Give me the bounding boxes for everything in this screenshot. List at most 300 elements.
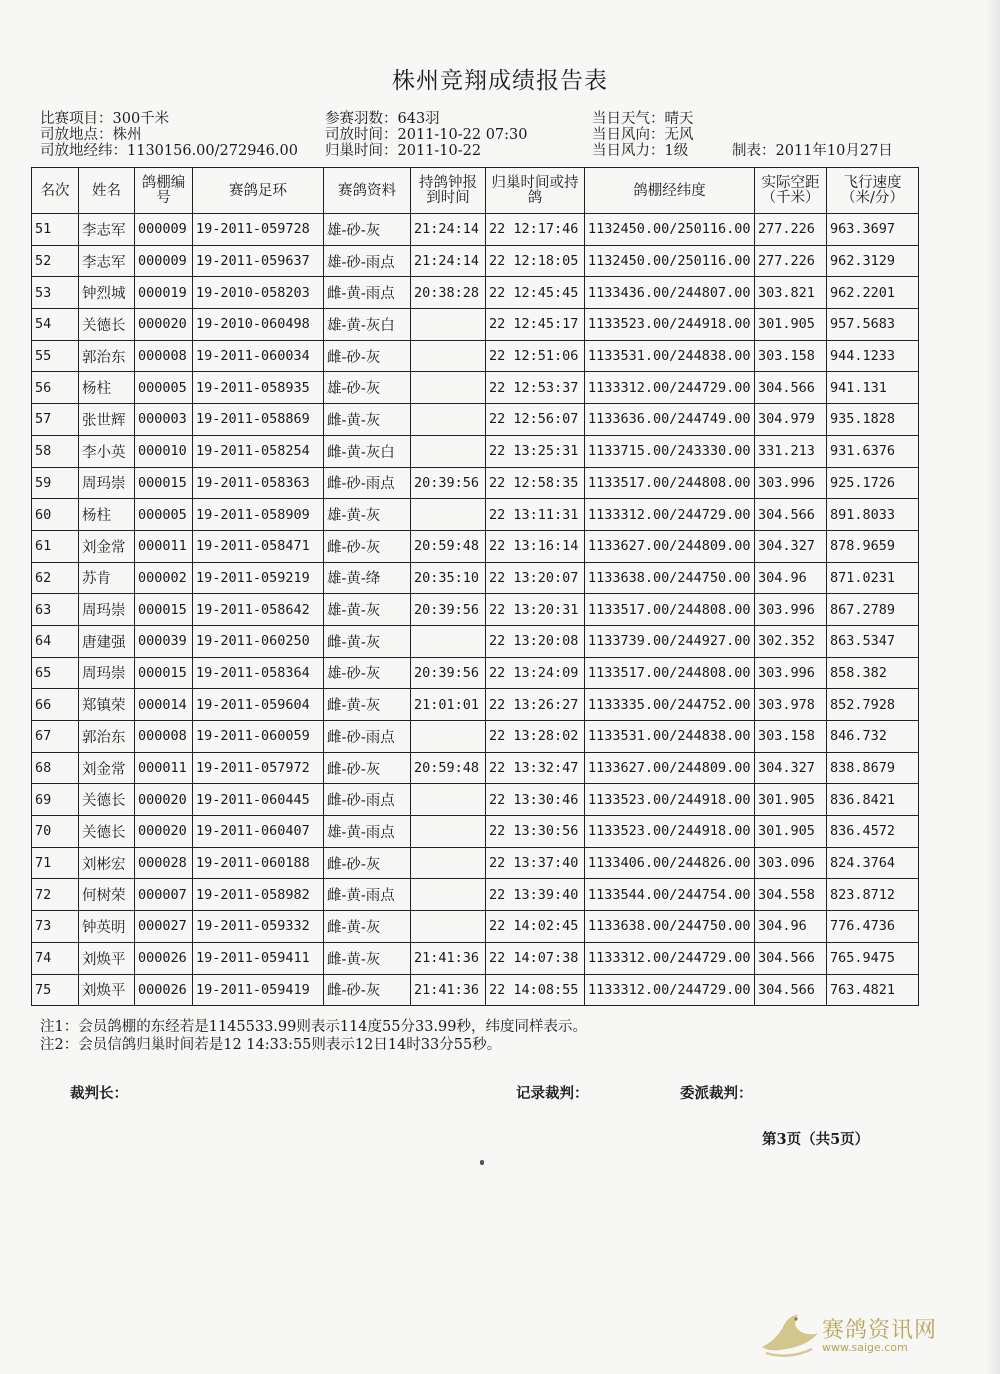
cell-return-time: 22 12:45:17 xyxy=(486,309,585,341)
cell-bird-info: 雌-黄-灰 xyxy=(324,689,411,721)
header-clock-time: 持鸽钟报到时间 xyxy=(411,168,486,214)
cell-loft-id: 000020 xyxy=(135,816,193,848)
cell-return-time: 22 13:20:31 xyxy=(486,594,585,626)
cell-clock-time: 20:39:56 xyxy=(411,467,486,499)
cell-loft-id: 000015 xyxy=(135,657,193,689)
cell-bird-info: 雌-砂-雨点 xyxy=(324,467,411,499)
table-row xyxy=(32,657,919,689)
cell-bird-info: 雌-黄-灰白 xyxy=(324,435,411,467)
cell-return-time: 22 13:11:31 xyxy=(486,499,585,531)
table-body xyxy=(32,214,919,1006)
cell-speed: 823.8712 xyxy=(827,879,919,911)
cell-ring: 19-2011-058909 xyxy=(193,499,324,531)
header-distance: 实际空距（千米） xyxy=(755,168,827,214)
cell-speed: 852.7928 xyxy=(827,689,919,721)
cell-name: 周玛崇 xyxy=(79,467,135,499)
cell-bird-info: 雌-砂-灰 xyxy=(324,340,411,372)
cell-loft-coords: 1133544.00/244754.00 xyxy=(585,879,755,911)
info-made-date: 制表：2011年10月27日 xyxy=(732,143,893,159)
cell-clock-time: 20:59:48 xyxy=(411,530,486,562)
cell-name: 刘彬宏 xyxy=(79,847,135,879)
cell-loft-id: 000007 xyxy=(135,879,193,911)
cell-loft-id: 000011 xyxy=(135,752,193,784)
cell-return-time: 22 12:58:35 xyxy=(486,467,585,499)
cell-distance: 303.996 xyxy=(755,594,827,626)
cell-rank: 73 xyxy=(32,911,79,943)
cell-name: 张世辉 xyxy=(79,404,135,436)
cell-return-time: 22 12:45:45 xyxy=(486,277,585,309)
cell-loft-coords: 1133312.00/244729.00 xyxy=(585,372,755,404)
cell-loft-id: 000008 xyxy=(135,340,193,372)
cell-speed: 867.2789 xyxy=(827,594,919,626)
cell-rank: 54 xyxy=(32,309,79,341)
cell-return-time: 22 14:07:38 xyxy=(486,942,585,974)
cell-loft-id: 000010 xyxy=(135,435,193,467)
cell-loft-id: 000027 xyxy=(135,911,193,943)
cell-rank: 52 xyxy=(32,245,79,277)
info-weather: 当日天气：晴天 xyxy=(592,111,694,127)
record-judge-label: 记录裁判： xyxy=(516,1085,589,1102)
cell-bird-info: 雌-砂-灰 xyxy=(324,847,411,879)
cell-name: 刘焕平 xyxy=(79,942,135,974)
cell-speed: 931.6376 xyxy=(827,435,919,467)
cell-speed: 962.3129 xyxy=(827,245,919,277)
cell-ring: 19-2011-058869 xyxy=(193,404,324,436)
cell-return-time: 22 12:56:07 xyxy=(486,404,585,436)
table-row xyxy=(32,847,919,879)
cell-loft-id: 000026 xyxy=(135,942,193,974)
cell-clock-time: 20:59:48 xyxy=(411,752,486,784)
chief-judge-label: 裁判长： xyxy=(70,1085,128,1102)
cell-loft-coords: 1133523.00/244918.00 xyxy=(585,309,755,341)
cell-clock-time xyxy=(411,816,486,848)
info-return-time: 归巢时间：2011-10-22 xyxy=(325,143,482,159)
cell-rank: 59 xyxy=(32,467,79,499)
table-row xyxy=(32,277,919,309)
cell-speed: 941.131 xyxy=(827,372,919,404)
cell-ring: 19-2010-060498 xyxy=(193,309,324,341)
cell-loft-id: 000026 xyxy=(135,974,193,1006)
cell-distance: 304.566 xyxy=(755,974,827,1006)
cell-loft-coords: 1133627.00/244809.00 xyxy=(585,752,755,784)
cell-name: 关德长 xyxy=(79,816,135,848)
cell-rank: 60 xyxy=(32,499,79,531)
cell-distance: 303.821 xyxy=(755,277,827,309)
cell-loft-id: 000014 xyxy=(135,689,193,721)
cell-clock-time: 20:35:10 xyxy=(411,562,486,594)
cell-name: 关德长 xyxy=(79,784,135,816)
cell-loft-coords: 1132450.00/250116.00 xyxy=(585,245,755,277)
cell-name: 郑镇荣 xyxy=(79,689,135,721)
cell-loft-coords: 1133523.00/244918.00 xyxy=(585,816,755,848)
header-name: 姓名 xyxy=(79,168,135,214)
cell-name: 刘焕平 xyxy=(79,974,135,1006)
table-row xyxy=(32,562,919,594)
cell-rank: 68 xyxy=(32,752,79,784)
cell-return-time: 22 12:17:46 xyxy=(486,214,585,246)
cell-distance: 301.905 xyxy=(755,816,827,848)
cell-loft-id: 000009 xyxy=(135,245,193,277)
cell-loft-coords: 1133436.00/244807.00 xyxy=(585,277,755,309)
cell-name: 杨柱 xyxy=(79,372,135,404)
cell-loft-id: 000005 xyxy=(135,372,193,404)
cell-rank: 75 xyxy=(32,974,79,1006)
cell-ring: 19-2011-058254 xyxy=(193,435,324,467)
info-release-coords: 司放地经纬：1130156.00/272946.00 xyxy=(40,143,298,159)
cell-bird-info: 雌-黄-灰 xyxy=(324,911,411,943)
cell-loft-id: 000019 xyxy=(135,277,193,309)
cell-loft-id: 000002 xyxy=(135,562,193,594)
cell-ring: 19-2011-058982 xyxy=(193,879,324,911)
cell-loft-coords: 1133638.00/244750.00 xyxy=(585,562,755,594)
cell-speed: 891.8033 xyxy=(827,499,919,531)
cell-clock-time xyxy=(411,372,486,404)
cell-bird-info: 雌-砂-灰 xyxy=(324,530,411,562)
table-row xyxy=(32,879,919,911)
cell-rank: 56 xyxy=(32,372,79,404)
table-row xyxy=(32,784,919,816)
cell-rank: 74 xyxy=(32,942,79,974)
cell-speed: 925.1726 xyxy=(827,467,919,499)
cell-speed: 846.732 xyxy=(827,721,919,753)
header-loft-id: 鸽棚编号 xyxy=(135,168,193,214)
table-row xyxy=(32,309,919,341)
cell-ring: 19-2011-060188 xyxy=(193,847,324,879)
table-row xyxy=(32,340,919,372)
cell-loft-id: 000020 xyxy=(135,784,193,816)
cell-loft-coords: 1133517.00/244808.00 xyxy=(585,594,755,626)
header-rank: 名次 xyxy=(32,168,79,214)
cell-rank: 67 xyxy=(32,721,79,753)
cell-bird-info: 雄-黄-灰白 xyxy=(324,309,411,341)
cell-ring: 19-2011-058364 xyxy=(193,657,324,689)
cell-distance: 277.226 xyxy=(755,214,827,246)
table-row xyxy=(32,435,919,467)
cell-ring: 19-2011-060034 xyxy=(193,340,324,372)
cell-clock-time: 21:24:14 xyxy=(411,214,486,246)
table-row xyxy=(32,499,919,531)
cell-rank: 61 xyxy=(32,530,79,562)
cell-bird-info: 雄-砂-雨点 xyxy=(324,245,411,277)
cell-clock-time xyxy=(411,435,486,467)
cell-loft-id: 000039 xyxy=(135,625,193,657)
table-header-row xyxy=(32,168,919,214)
cell-rank: 53 xyxy=(32,277,79,309)
cell-loft-coords: 1132450.00/250116.00 xyxy=(585,214,755,246)
table-row xyxy=(32,689,919,721)
cell-ring: 19-2011-058935 xyxy=(193,372,324,404)
info-release-place: 司放地点：株州 xyxy=(40,127,142,143)
cell-return-time: 22 13:20:08 xyxy=(486,625,585,657)
cell-speed: 878.9659 xyxy=(827,530,919,562)
cell-return-time: 22 14:02:45 xyxy=(486,911,585,943)
table-row xyxy=(32,372,919,404)
cell-loft-coords: 1133517.00/244808.00 xyxy=(585,467,755,499)
cell-return-time: 22 13:24:09 xyxy=(486,657,585,689)
cell-ring: 19-2011-059728 xyxy=(193,214,324,246)
cell-loft-coords: 1133636.00/244749.00 xyxy=(585,404,755,436)
cell-distance: 304.96 xyxy=(755,562,827,594)
cell-bird-info: 雄-黄-灰 xyxy=(324,499,411,531)
cell-distance: 303.996 xyxy=(755,467,827,499)
cell-loft-id: 000005 xyxy=(135,499,193,531)
cell-ring: 19-2011-059419 xyxy=(193,974,324,1006)
cell-return-time: 22 12:53:37 xyxy=(486,372,585,404)
info-release-time: 司放时间：2011-10-22 07:30 xyxy=(325,127,528,143)
cell-clock-time xyxy=(411,404,486,436)
cell-ring: 19-2011-059637 xyxy=(193,245,324,277)
watermark-name: 赛鸽资讯网 xyxy=(822,1318,938,1343)
cell-speed: 836.4572 xyxy=(827,816,919,848)
cell-ring: 19-2011-059411 xyxy=(193,942,324,974)
cell-distance: 303.158 xyxy=(755,340,827,372)
cell-loft-coords: 1133715.00/243330.00 xyxy=(585,435,755,467)
cell-distance: 304.96 xyxy=(755,911,827,943)
cell-distance: 304.566 xyxy=(755,499,827,531)
cell-clock-time xyxy=(411,879,486,911)
cell-name: 刘金常 xyxy=(79,530,135,562)
cell-rank: 55 xyxy=(32,340,79,372)
cell-loft-coords: 1133335.00/244752.00 xyxy=(585,689,755,721)
cell-loft-id: 000003 xyxy=(135,404,193,436)
header-ring: 赛鸽足环 xyxy=(193,168,324,214)
cell-bird-info: 雌-黄-雨点 xyxy=(324,277,411,309)
cell-distance: 301.905 xyxy=(755,784,827,816)
cell-rank: 62 xyxy=(32,562,79,594)
cell-clock-time: 21:41:36 xyxy=(411,942,486,974)
cell-clock-time xyxy=(411,721,486,753)
cell-speed: 776.4736 xyxy=(827,911,919,943)
cell-name: 刘金常 xyxy=(79,752,135,784)
watermark-url: www.saige.com xyxy=(822,1341,908,1354)
cell-bird-info: 雌-黄-灰 xyxy=(324,404,411,436)
cell-bird-info: 雌-砂-灰 xyxy=(324,752,411,784)
cell-name: 李志军 xyxy=(79,214,135,246)
cell-return-time: 22 12:51:06 xyxy=(486,340,585,372)
cell-name: 钟烈城 xyxy=(79,277,135,309)
table-row xyxy=(32,974,919,1006)
info-wind-direction: 当日风向：无风 xyxy=(592,127,694,143)
header-loft-coords: 鸽棚经纬度 xyxy=(585,168,755,214)
cell-name: 钟英明 xyxy=(79,911,135,943)
table-row xyxy=(32,911,919,943)
cell-loft-id: 000020 xyxy=(135,309,193,341)
cell-ring: 19-2011-058642 xyxy=(193,594,324,626)
table-row xyxy=(32,816,919,848)
page-number: 第3页（共5页） xyxy=(762,1131,870,1148)
cell-loft-coords: 1133627.00/244809.00 xyxy=(585,530,755,562)
table-row xyxy=(32,752,919,784)
cell-rank: 64 xyxy=(32,625,79,657)
table-row xyxy=(32,245,919,277)
cell-return-time: 22 13:39:40 xyxy=(486,879,585,911)
cell-clock-time xyxy=(411,625,486,657)
cell-return-time: 22 13:20:07 xyxy=(486,562,585,594)
pigeon-logo-icon xyxy=(756,1307,820,1361)
header-speed: 飞行速度（米/分） xyxy=(827,168,919,214)
cell-bird-info: 雌-黄-灰 xyxy=(324,625,411,657)
cell-return-time: 22 14:08:55 xyxy=(486,974,585,1006)
notes xyxy=(40,1018,587,1054)
cell-ring: 19-2011-058471 xyxy=(193,530,324,562)
cell-distance: 304.979 xyxy=(755,404,827,436)
cell-bird-info: 雌-砂-雨点 xyxy=(324,784,411,816)
table-row xyxy=(32,721,919,753)
cell-clock-time xyxy=(411,340,486,372)
cell-clock-time xyxy=(411,784,486,816)
cell-return-time: 22 13:30:46 xyxy=(486,784,585,816)
cell-return-time: 22 13:25:31 xyxy=(486,435,585,467)
cell-rank: 51 xyxy=(32,214,79,246)
cell-speed: 838.8679 xyxy=(827,752,919,784)
cell-rank: 69 xyxy=(32,784,79,816)
cell-clock-time: 21:24:14 xyxy=(411,245,486,277)
cell-loft-coords: 1133312.00/244729.00 xyxy=(585,942,755,974)
cell-rank: 66 xyxy=(32,689,79,721)
cell-ring: 19-2011-058363 xyxy=(193,467,324,499)
cell-speed: 765.9475 xyxy=(827,942,919,974)
table-row xyxy=(32,594,919,626)
header-return-time: 归巢时间或持鸽 xyxy=(486,168,585,214)
cell-loft-coords: 1133531.00/244838.00 xyxy=(585,721,755,753)
cell-name: 周玛崇 xyxy=(79,657,135,689)
cell-loft-coords: 1133638.00/244750.00 xyxy=(585,911,755,943)
note-1: 注1：会员鸽棚的东经若是1145533.99则表示114度55分33.99秒，纬度同样表示。 xyxy=(40,1019,587,1035)
cell-return-time: 22 13:16:14 xyxy=(486,530,585,562)
cell-name: 关德长 xyxy=(79,309,135,341)
cell-name: 李小英 xyxy=(79,435,135,467)
cell-speed: 863.5347 xyxy=(827,625,919,657)
cell-clock-time: 20:39:56 xyxy=(411,657,486,689)
cell-ring: 19-2011-060250 xyxy=(193,625,324,657)
cell-name: 郭治东 xyxy=(79,340,135,372)
cell-speed: 935.1828 xyxy=(827,404,919,436)
cell-bird-info: 雌-砂-灰 xyxy=(324,974,411,1006)
cell-loft-coords: 1133312.00/244729.00 xyxy=(585,499,755,531)
cell-rank: 58 xyxy=(32,435,79,467)
cell-rank: 57 xyxy=(32,404,79,436)
cell-rank: 65 xyxy=(32,657,79,689)
cell-speed: 944.1233 xyxy=(827,340,919,372)
cell-ring: 19-2011-060407 xyxy=(193,816,324,848)
cell-return-time: 22 13:28:02 xyxy=(486,721,585,753)
cell-name: 郭治东 xyxy=(79,721,135,753)
cell-name: 周玛崇 xyxy=(79,594,135,626)
scan-edge xyxy=(986,0,1000,1374)
note-2: 注2：会员信鸽归巢时间若是12 14:33:55则表示12日14时33分55秒。 xyxy=(40,1037,502,1053)
cell-return-time: 22 13:26:27 xyxy=(486,689,585,721)
cell-clock-time xyxy=(411,911,486,943)
cell-ring: 19-2010-058203 xyxy=(193,277,324,309)
cell-loft-coords: 1133739.00/244927.00 xyxy=(585,625,755,657)
cell-bird-info: 雌-砂-雨点 xyxy=(324,721,411,753)
cell-distance: 303.096 xyxy=(755,847,827,879)
watermark xyxy=(756,1307,966,1361)
cell-distance: 303.978 xyxy=(755,689,827,721)
cell-ring: 19-2011-059219 xyxy=(193,562,324,594)
table-row xyxy=(32,467,919,499)
cell-rank: 71 xyxy=(32,847,79,879)
cell-ring: 19-2011-057972 xyxy=(193,752,324,784)
cell-name: 何树荣 xyxy=(79,879,135,911)
cell-bird-info: 雄-黄-绛 xyxy=(324,562,411,594)
info-wind-force: 当日风力：1级 xyxy=(592,143,689,159)
cell-speed: 763.4821 xyxy=(827,974,919,1006)
cell-clock-time: 21:41:36 xyxy=(411,974,486,1006)
cell-clock-time xyxy=(411,499,486,531)
table-row xyxy=(32,214,919,246)
cell-distance: 304.327 xyxy=(755,752,827,784)
cell-bird-info: 雄-黄-灰 xyxy=(324,594,411,626)
cell-clock-time xyxy=(411,847,486,879)
cell-loft-id: 000028 xyxy=(135,847,193,879)
cell-speed: 824.3764 xyxy=(827,847,919,879)
cell-distance: 303.158 xyxy=(755,721,827,753)
cell-loft-id: 000015 xyxy=(135,594,193,626)
cell-loft-id: 000015 xyxy=(135,467,193,499)
cell-bird-info: 雄-黄-雨点 xyxy=(324,816,411,848)
cell-bird-info: 雄-砂-灰 xyxy=(324,214,411,246)
table-row xyxy=(32,530,919,562)
cell-distance: 304.566 xyxy=(755,942,827,974)
cell-name: 唐建强 xyxy=(79,625,135,657)
cell-ring: 19-2011-060445 xyxy=(193,784,324,816)
cell-distance: 303.996 xyxy=(755,657,827,689)
cell-clock-time: 21:01:01 xyxy=(411,689,486,721)
cell-ring: 19-2011-059332 xyxy=(193,911,324,943)
cell-rank: 72 xyxy=(32,879,79,911)
cell-rank: 70 xyxy=(32,816,79,848)
cell-loft-id: 000011 xyxy=(135,530,193,562)
cell-clock-time xyxy=(411,309,486,341)
cell-loft-coords: 1133406.00/244826.00 xyxy=(585,847,755,879)
cell-loft-coords: 1133517.00/244808.00 xyxy=(585,657,755,689)
assigned-judge-label: 委派裁判： xyxy=(680,1085,753,1102)
cell-speed: 858.382 xyxy=(827,657,919,689)
cell-name: 李志军 xyxy=(79,245,135,277)
table-row xyxy=(32,942,919,974)
cell-loft-id: 000009 xyxy=(135,214,193,246)
cell-speed: 962.2201 xyxy=(827,277,919,309)
cell-distance: 331.213 xyxy=(755,435,827,467)
table-row xyxy=(32,404,919,436)
results-table xyxy=(31,167,919,1006)
info-event: 比赛项目：300千米 xyxy=(40,111,170,127)
cell-return-time: 22 13:32:47 xyxy=(486,752,585,784)
table-row xyxy=(32,625,919,657)
cell-bird-info: 雄-砂-灰 xyxy=(324,657,411,689)
cell-rank: 63 xyxy=(32,594,79,626)
cell-distance: 304.566 xyxy=(755,372,827,404)
cell-speed: 836.8421 xyxy=(827,784,919,816)
cell-speed: 957.5683 xyxy=(827,309,919,341)
document-title: 株州竞翔成绩报告表 xyxy=(392,68,608,94)
cell-name: 苏肯 xyxy=(79,562,135,594)
cell-loft-coords: 1133312.00/244729.00 xyxy=(585,974,755,1006)
cell-distance: 304.558 xyxy=(755,879,827,911)
cell-distance: 277.226 xyxy=(755,245,827,277)
cell-clock-time: 20:39:56 xyxy=(411,594,486,626)
cell-return-time: 22 13:30:56 xyxy=(486,816,585,848)
cell-loft-coords: 1133531.00/244838.00 xyxy=(585,340,755,372)
cell-return-time: 22 12:18:05 xyxy=(486,245,585,277)
cell-loft-id: 000008 xyxy=(135,721,193,753)
scan-speck xyxy=(480,1160,484,1165)
cell-distance: 304.327 xyxy=(755,530,827,562)
header-bird-info: 赛鸽资料 xyxy=(324,168,411,214)
cell-ring: 19-2011-059604 xyxy=(193,689,324,721)
cell-return-time: 22 13:37:40 xyxy=(486,847,585,879)
